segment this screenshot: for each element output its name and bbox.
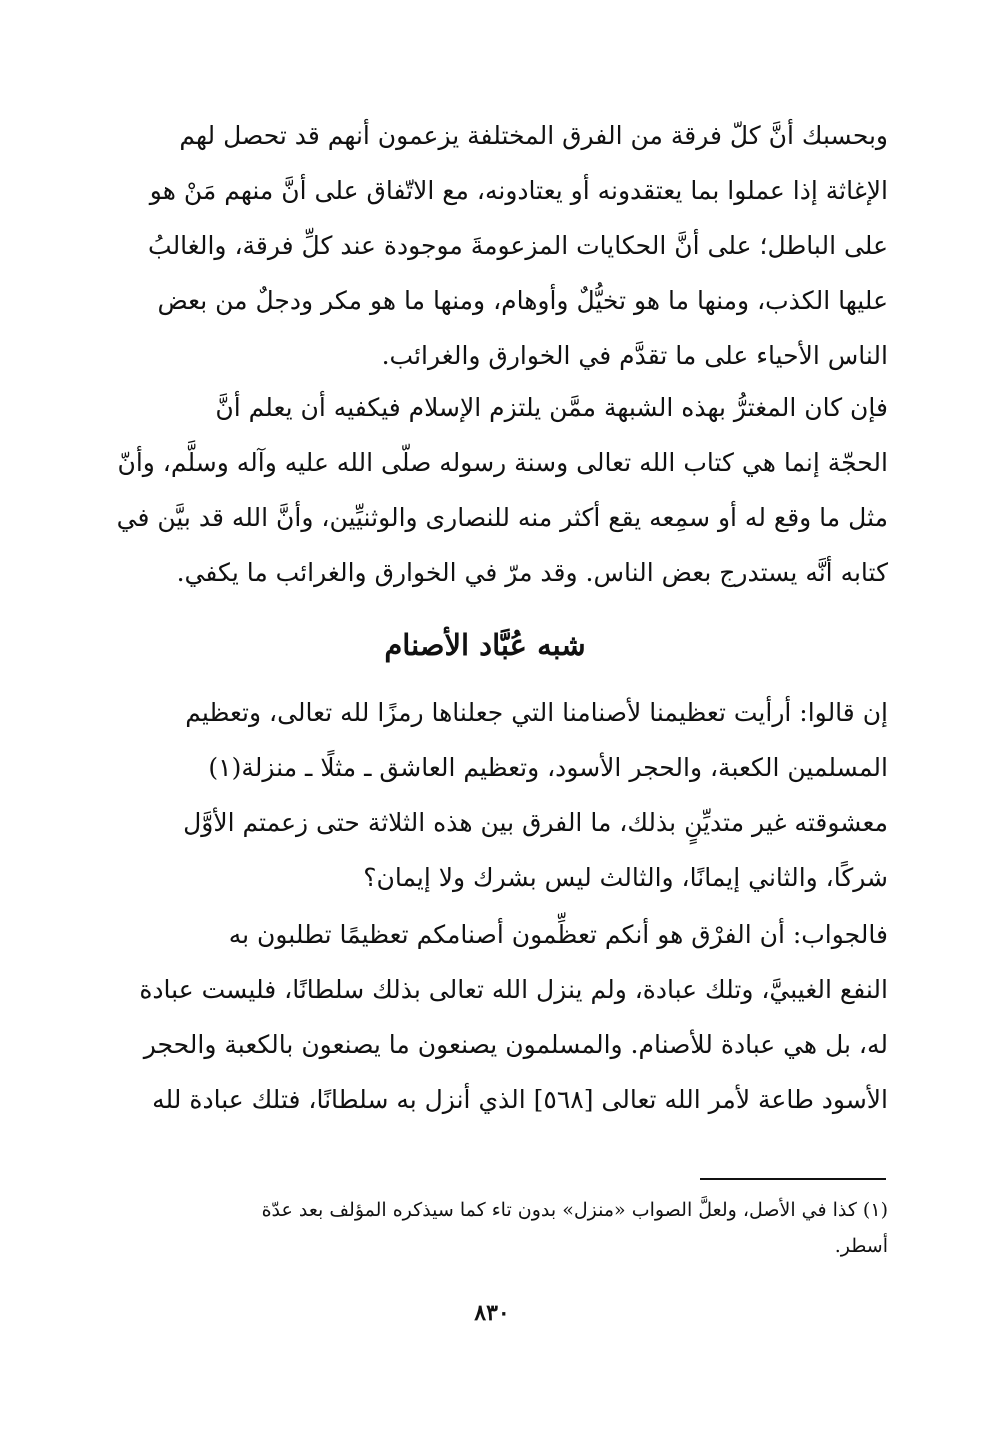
page-number: ٨٣٠ xyxy=(474,1300,510,1326)
text-line: فإن كان المغترُّ بهذه الشبهة ممَّن يلتزم الإسلام فيكفيه أن يعلم أنَّ xyxy=(215,393,888,422)
text-line: وبحسبك أنَّ كلّ فرقة من الفرق المختلفة يزعمون أنهم قد تحصل لهم xyxy=(179,121,888,150)
paragraph-4 xyxy=(82,907,888,1127)
text-line: شركًا، والثاني إيمانًا، والثالث ليس بشرك ولا إيمان؟ xyxy=(363,863,888,892)
text-line: مثل ما وقع له أو سمِعه يقع أكثر منه للنصارى والوثنيِّين، وأنَّ الله قد بيَّن في xyxy=(116,503,888,532)
footnote-line: (١) كذا في الأصل، ولعلَّ الصواب «منزل» بدون تاء كما سيذكره المؤلف بعد عدّة xyxy=(261,1199,888,1221)
footnote xyxy=(82,1192,888,1264)
text-line: إن قالوا: أرأيت تعظيمنا لأصنامنا التي جعلناها رمزًا لله تعالى، وتعظيم xyxy=(185,698,888,727)
paragraph-1 xyxy=(82,108,888,383)
text-line: الإغاثة إذا عملوا بما يعتقدونه أو يعتادونه، مع الاتّفاق على أنَّ منهم مَنْ هو xyxy=(149,176,888,205)
section-heading: شبه عُبَّاد الأصنام xyxy=(384,628,586,662)
text-line: له، بل هي عبادة للأصنام. والمسلمون يصنعون ما يصنعون بالكعبة والحجر xyxy=(143,1030,888,1059)
text-line: النفع الغيبيَّ، وتلك عبادة، ولم ينزل الله تعالى بذلك سلطانًا، فليست عبادة xyxy=(139,975,888,1004)
text-line: عليها الكذب، ومنها ما هو تخيُّلٌ وأوهام، ومنها ما هو مكر ودجلٌ من بعض xyxy=(157,286,888,315)
footnote-divider xyxy=(700,1178,886,1180)
footnote-line: أسطر. xyxy=(834,1235,888,1257)
paragraph-3 xyxy=(82,685,888,905)
text-line: الحجّة إنما هي كتاب الله تعالى وسنة رسوله صلّى الله عليه وآله وسلَّم، وأنّ xyxy=(117,448,888,477)
text-line: الأسود طاعة لأمر الله تعالى [٥٦٨] الذي أنزل به سلطانًا، فتلك عبادة لله xyxy=(152,1085,888,1114)
text-line: كتابه أنَّه يستدرج بعض الناس. وقد مرّ في الخوارق والغرائب ما يكفي. xyxy=(176,558,888,587)
text-line: على الباطل؛ على أنَّ الحكايات المزعومةَ موجودة عند كلِّ فرقة، والغالبُ xyxy=(148,231,888,260)
paragraph-2 xyxy=(82,380,888,600)
text-line: المسلمين الكعبة، والحجر الأسود، وتعظيم العاشق ـ مثلًا ـ منزلة(١) xyxy=(208,753,888,782)
text-line: الناس الأحياء على ما تقدَّم في الخوارق والغرائب. xyxy=(381,341,888,370)
text-line: معشوقته غير متديِّنٍ بذلك، ما الفرق بين هذه الثلاثة حتى زعمتم الأوَّل xyxy=(183,808,888,837)
text-line: فالجواب: أن الفرْق هو أنكم تعظِّمون أصنامكم تعظيمًا تطلبون به xyxy=(228,920,888,949)
